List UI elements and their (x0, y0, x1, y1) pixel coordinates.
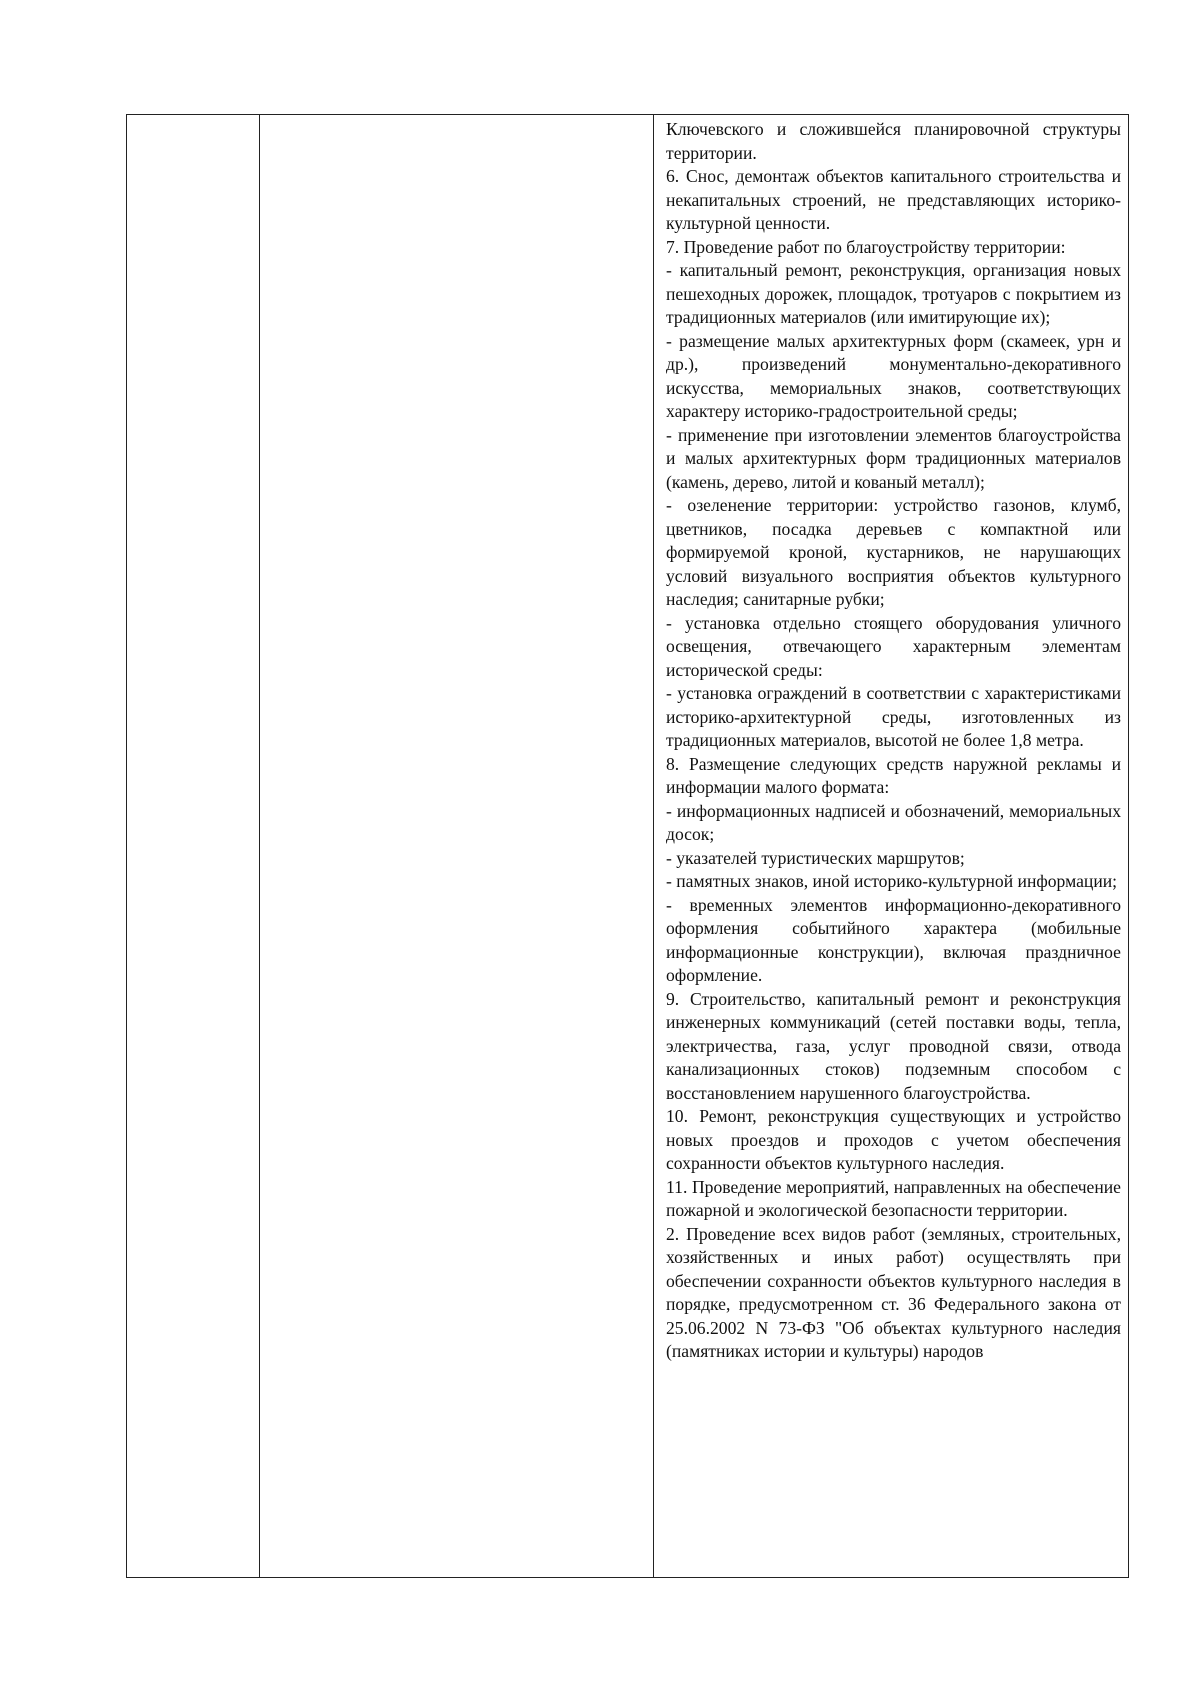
paragraph-6: - применение при изготовлении элементов благоустройства и малых архитектурных форм традиционных материалов (камень, дерево, литой и кованый металл); (666, 424, 1121, 492)
paragraph-1: Ключевского и сложившейся планировочной структуры территории. (666, 119, 1121, 163)
table-cell-column-3 (654, 115, 1129, 1578)
paragraph-8: - установка отдельно стоящего оборудования уличного освещения, отвечающего характерным элементам исторической среды: (666, 612, 1121, 680)
paragraph-3: 7. Проведение работ по благоустройству территории: (666, 236, 1066, 257)
paragraph-13: - памятных знаков, иной историко-культурной информации; (666, 871, 1118, 891)
paragraph-14: - временных элементов информационно-декоративного оформления событийного характера (мобильные информационные конструкции), включая праздничное оформление. (666, 894, 1121, 985)
table-cell-column-1 (127, 115, 260, 1578)
paragraph-16: 10. Ремонт, реконструкция существующих и устройство новых проездов и проходов с учетом обеспечения сохранности объектов культурного наследия. (666, 1106, 1121, 1173)
paragraph-15: 9. Строительство, капитальный ремонт и реконструкция инженерных коммуникаций (сетей поставки воды, тепла, электричества, газа, услуг проводной связи, отвода канализационных стоков) подземным способом с восстановлением нарушенного благоустройства. (666, 988, 1121, 1103)
paragraph-11: - информационных надписей и обозначений, мемориальных досок; (666, 800, 1121, 844)
table-row (127, 115, 1129, 1578)
paragraph-2: 6. Снос, демонтаж объектов капитального строительства и некапитальных строений, не представляющих историко-культурной ценности. (666, 166, 1121, 233)
paragraph-9: - установка ограждений в соответствии с характеристиками историко-архитектурной среды, изготовленных из традиционных материалов, высотой не более 1,8 метра. (666, 683, 1121, 750)
paragraph-7: - озеленение территории: устройство газонов, клумб, цветников, посадка деревьев с компактной или формируемой кроной, кустарников, не нарушающих условий визуального восприятия объектов культурного наследия; санитарные рубки; (666, 495, 1121, 609)
paragraph-4: - капитальный ремонт, реконструкция, организация новых пешеходных дорожек, площадок, тротуаров с покрытием из традиционных материалов (или имитирующие их); (666, 260, 1121, 327)
paragraph-18: 2. Проведение всех видов работ (земляных, строительных, хозяйственных и иных работ) осуществлять при обеспечении сохранности объектов культурного наследия в порядке, предусмотренном ст. 36 Федерального закона от 25.06.2002 N 73-ФЗ "Об объектах культурного наследия (памятниках истории и культуры) народов (666, 1223, 1121, 1361)
paragraph-5: - размещение малых архитектурных форм (скамеек, урн и др.), произведений монументально-декоративного искусства, мемориальных знаков, соответствующих характеру историко-градостроительной среды; (666, 330, 1121, 421)
paragraph-12: - указателей туристических маршрутов; (666, 847, 965, 868)
paragraph-10: 8. Размещение следующих средств наружной рекламы и информации малого формата: (666, 753, 1121, 797)
paragraph-17: 11. Проведение мероприятий, направленных на обеспечение пожарной и экологической безопасности территории. (666, 1176, 1121, 1220)
table-cell-column-2 (260, 115, 654, 1578)
document-table (126, 114, 1129, 1578)
